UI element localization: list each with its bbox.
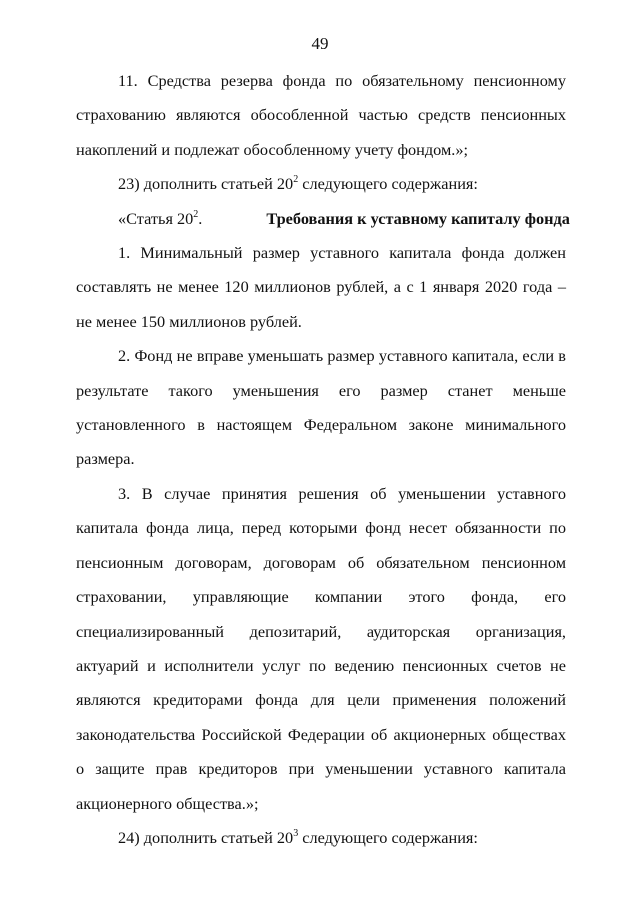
article-heading [76, 202, 570, 236]
article-title: Требования к уставному капиталу фонда [266, 208, 570, 228]
article-label-dot: . [198, 208, 203, 228]
paragraph-article-item-3: 3. В случае принятия решения об уменьшении уставного капитала фонда лица, перед которыми фонд несет обязанности по пенсионным договорам, договорам об обязательном пенсионном страховании, управляющие компании этого фонда, его специализированный депозитарий, аудиторская организация, актуарий и исполнители услуг по ведению пенсионных счетов не являются кредиторами фонда для цели применения положений законодательства Российской Федерации об акционерных обществах о защите прав кредиторов при уменьшении уставного капитала акционерного общества.»; [76, 483, 566, 813]
amendment-24-superscript: 3 [293, 827, 299, 839]
amendment-23-superscript: 2 [293, 174, 299, 186]
paragraph-amendment-24 [76, 821, 566, 855]
paragraph-article-item-2: 2. Фонд не вправе уменьшать размер уставного капитала, если в результате такого уменьшения его размер станет меньше установленного в настоящем Федеральном законе минимального размера. [76, 346, 566, 469]
article-label: «Статья 20 [118, 208, 194, 228]
amendment-23-text: 23) дополнить статьей 20 [118, 174, 294, 194]
page-number: 49 [311, 34, 329, 53]
article-label-superscript: 2 [193, 208, 199, 220]
paragraph-article-item-1: 1. Минимальный размер уставного капитала фонда должен составлять не менее 120 миллионов рублей, а с 1 января 2020 года – не менее 150 миллионов рублей. [76, 243, 566, 331]
amendment-23-suffix: следующего содержания: [298, 174, 478, 194]
document-body [76, 64, 570, 855]
paragraph-item-11: 11. Средства резерва фонда по обязательному пенсионному страхованию являются обособленной частью средств пенсионных накоплений и подлежат обособленному учету фондом.»; [76, 71, 566, 159]
amendment-24-text: 24) дополнить статьей 20 [118, 827, 294, 847]
paragraph-amendment-23 [76, 167, 566, 201]
amendment-24-suffix: следующего содержания: [298, 827, 478, 847]
